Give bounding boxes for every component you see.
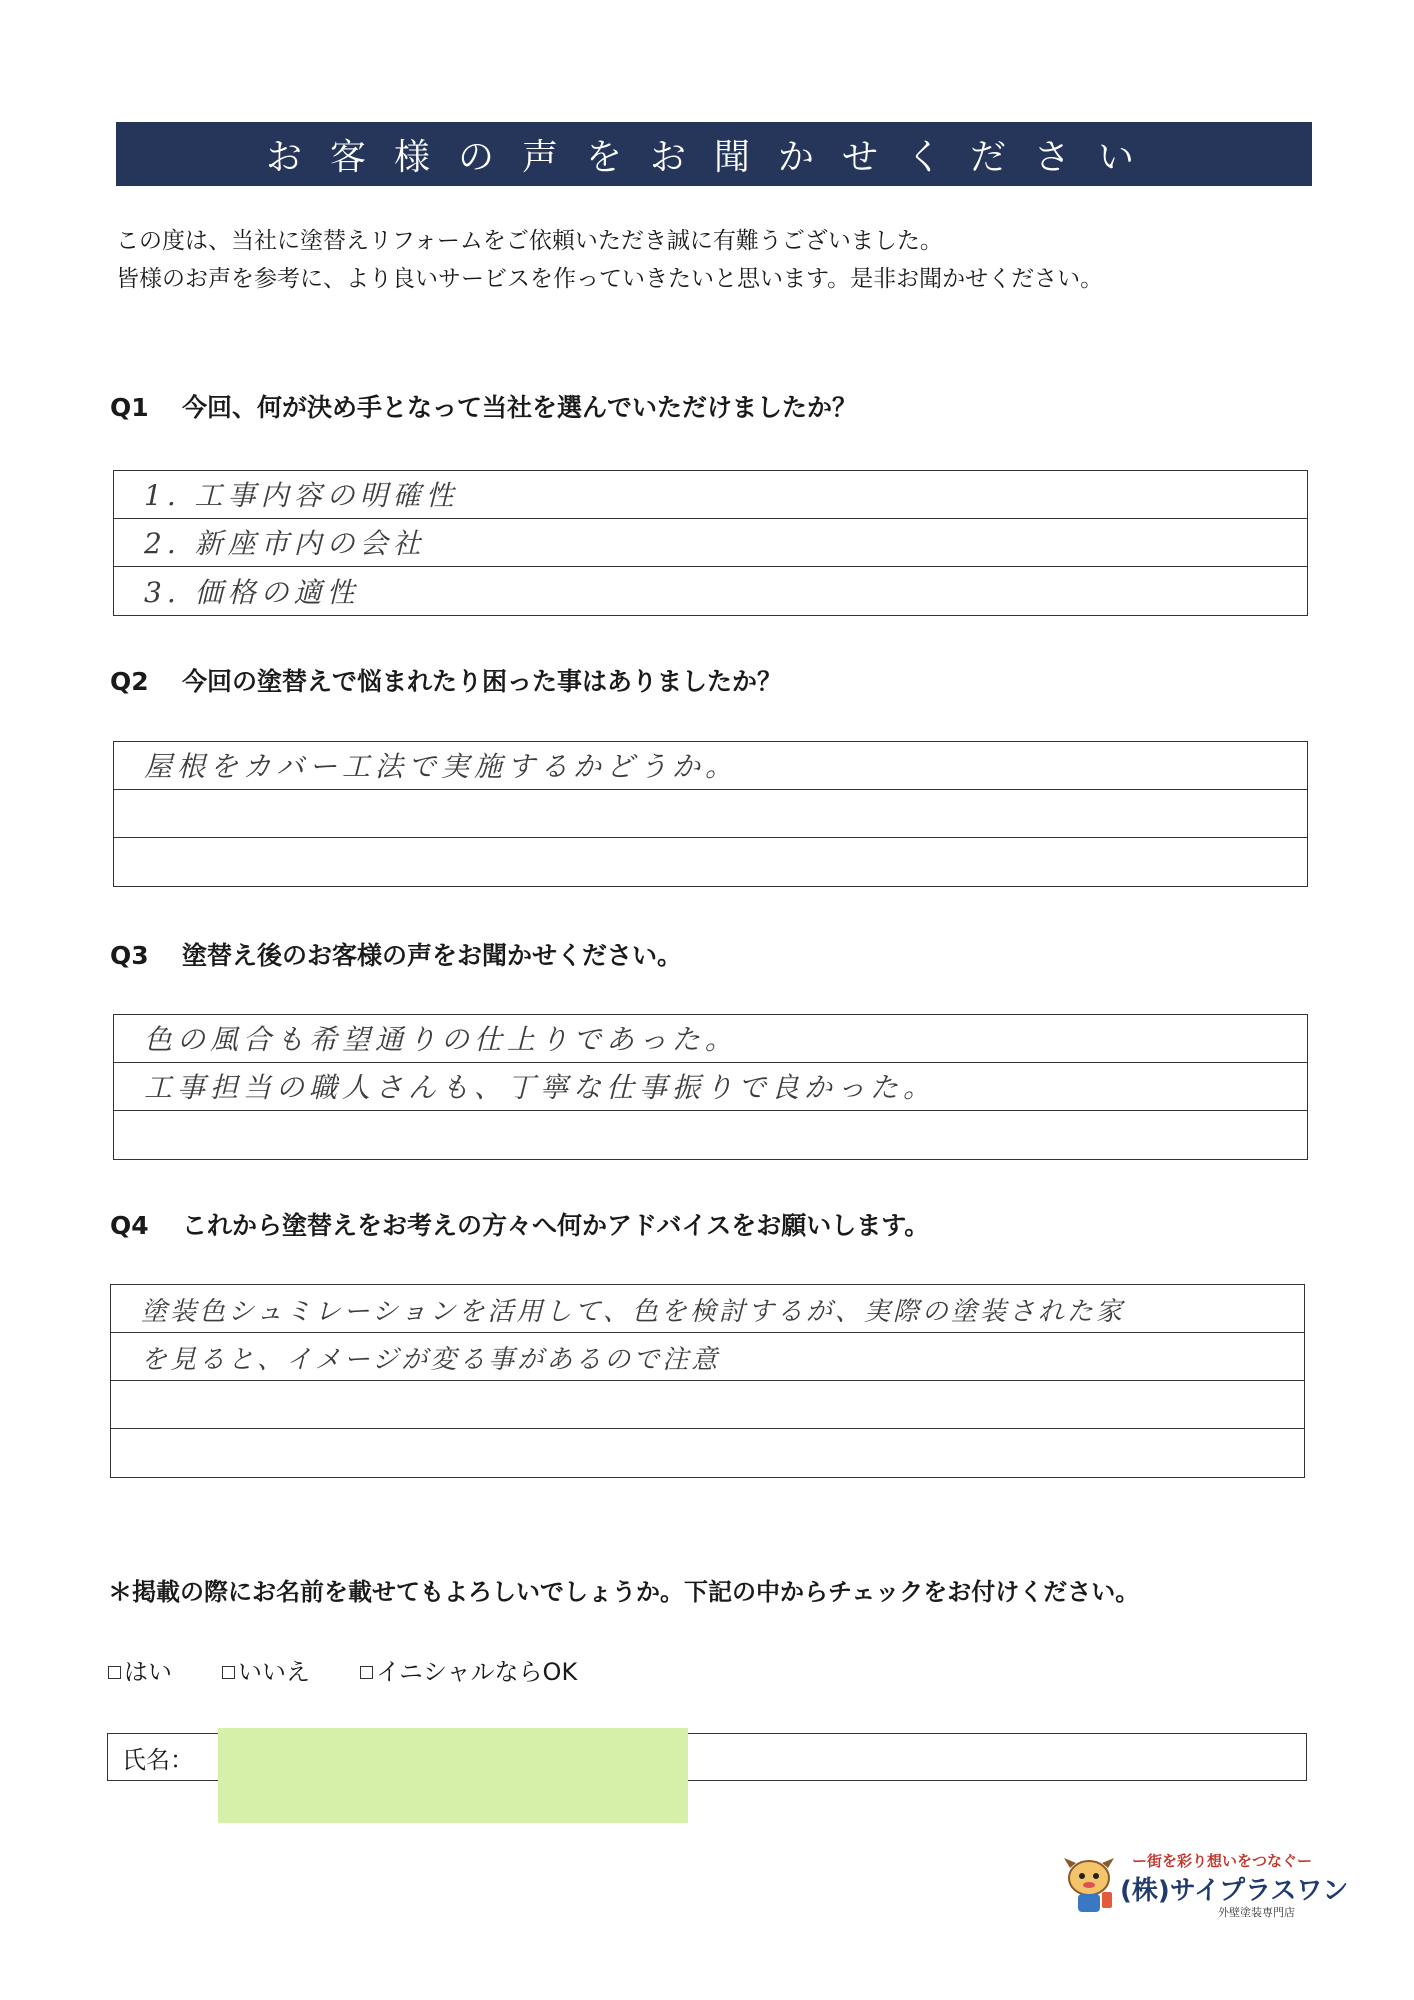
mascot-icon — [1060, 1854, 1118, 1916]
company-logo — [1060, 1848, 1349, 1922]
question-4 — [110, 1206, 929, 1242]
answer-box-q3 — [113, 1014, 1308, 1160]
answer-line — [114, 790, 1307, 838]
question-text: これから塗替えをお考えの方々へ何かアドバイスをお願いします。 — [182, 1211, 930, 1240]
question-1 — [110, 388, 857, 424]
name-label: 氏名： — [122, 1745, 194, 1774]
intro-line-1: この度は、当社に塗替えリフォームをご依頼いただき誠に有難うございました。 — [116, 228, 943, 254]
answer-line — [111, 1381, 1304, 1429]
checkbox-icon[interactable] — [360, 1666, 373, 1679]
option-label: はい — [124, 1658, 172, 1686]
question-2 — [110, 662, 782, 698]
answer-box-q1 — [113, 470, 1308, 616]
consent-options — [108, 1652, 627, 1687]
answer-line: 工事担当の職人さんも、丁寧な仕事振りで良かった。 — [114, 1063, 1307, 1111]
answer-line: 1. 工事内容の明確性 — [114, 471, 1307, 519]
page-title: お客様の声をお聞かせください — [116, 122, 1312, 186]
answer-line: 2. 新座市内の会社 — [114, 519, 1307, 567]
answer-line: を見ると、イメージが変る事があるので注意 — [111, 1333, 1304, 1381]
company-subtitle: 外壁塗装専門店 — [1218, 1906, 1295, 1919]
option-initials-ok[interactable] — [360, 1652, 577, 1687]
option-no[interactable] — [222, 1652, 310, 1687]
intro-line-2: 皆様のお声を参考に、より良いサービスを作っていきたいと思います。是非お聞かせください。 — [116, 266, 1104, 292]
question-text: 今回の塗替えで悩まれたり困った事はありましたか？ — [182, 667, 783, 696]
answer-box-q4 — [110, 1284, 1305, 1478]
option-yes[interactable] — [108, 1652, 172, 1687]
answer-line: 色の風合も希望通りの仕上りであった。 — [114, 1015, 1307, 1063]
answer-line: 3. 価格の適性 — [144, 576, 360, 609]
question-number: Q3 — [110, 941, 149, 970]
option-label: いいえ — [238, 1658, 310, 1686]
publish-consent-note: ＊掲載の際にお名前を載せてもよろしいでしょうか。下記の中からチェックをお付けください。 — [108, 1578, 1140, 1606]
slogan: ー街を彩り想いをつなぐー — [1132, 1852, 1313, 1870]
checkbox-icon[interactable] — [108, 1666, 121, 1679]
question-3 — [110, 936, 682, 972]
question-number: Q2 — [110, 667, 149, 696]
checkbox-icon[interactable] — [222, 1666, 235, 1679]
question-number: Q4 — [110, 1211, 149, 1240]
answer-line — [114, 1111, 1307, 1159]
question-number: Q1 — [110, 393, 149, 422]
question-text: 今回、何が決め手となって当社を選んでいただけましたか？ — [182, 393, 858, 422]
answer-line: 塗装色シュミレーションを活用して、色を検討するが、実際の塗装された家 — [111, 1285, 1304, 1333]
company-name: (株)サイプラスワン — [1120, 1876, 1349, 1906]
answer-line — [111, 1429, 1304, 1477]
answer-box-q2 — [113, 741, 1308, 887]
redaction-box — [218, 1728, 688, 1823]
question-text: 塗替え後のお客様の声をお聞かせください。 — [182, 941, 683, 970]
answer-line: 屋根をカバー工法で実施するかどうか。 — [114, 742, 1307, 790]
option-label: イニシャルならOK — [376, 1658, 578, 1686]
answer-line — [114, 838, 1307, 886]
